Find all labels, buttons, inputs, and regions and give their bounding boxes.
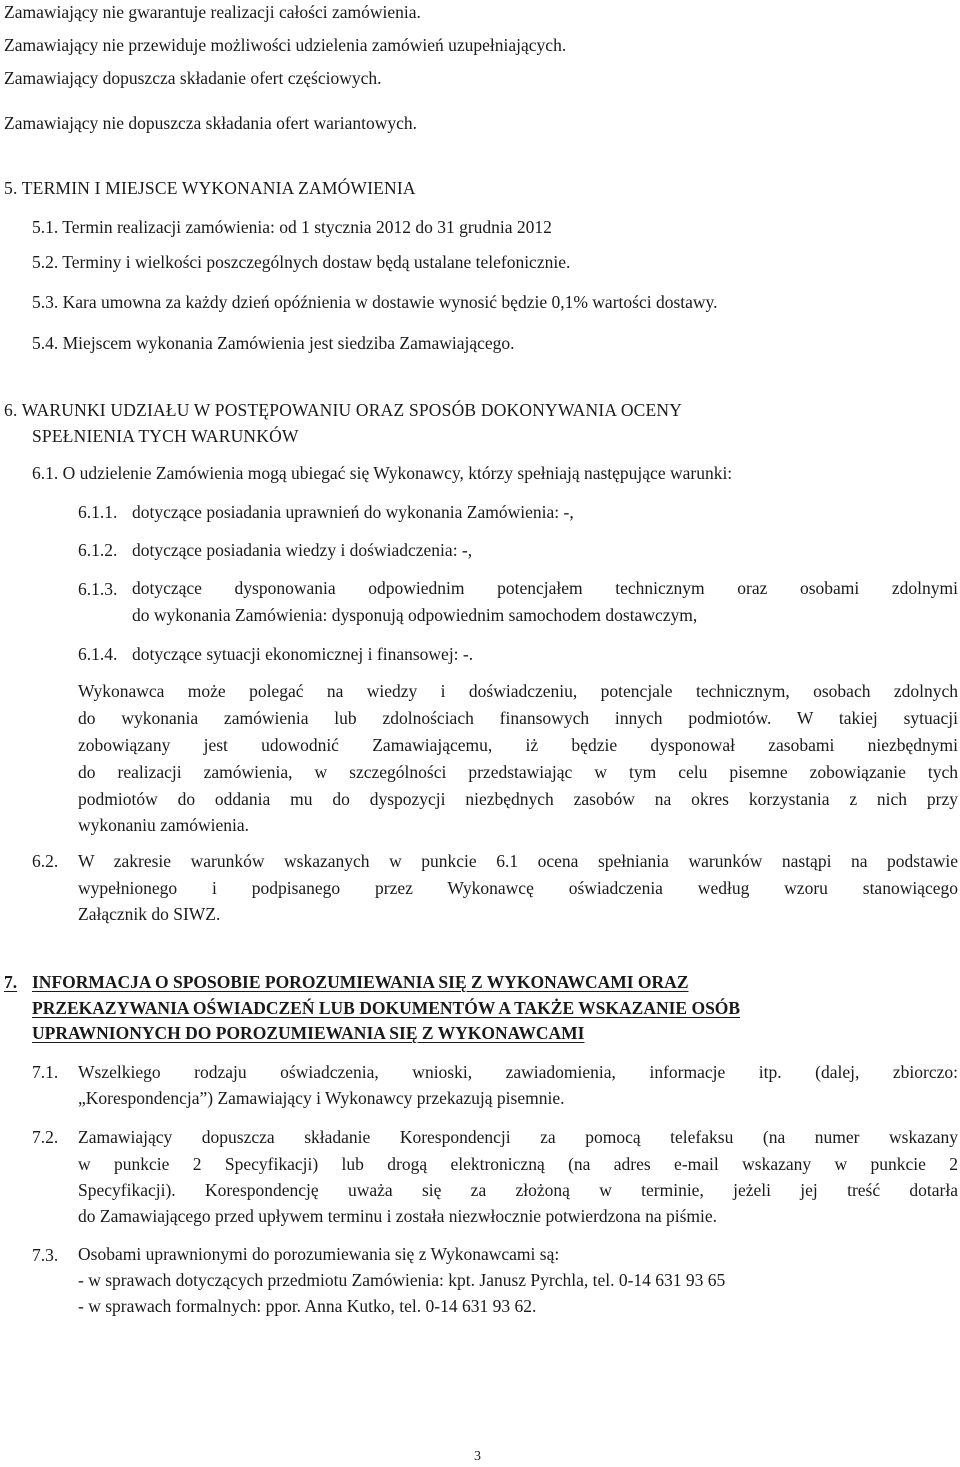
paragraph-line: Zamawiający dopuszcza składanie Korespondencji za pomocą telefaksu (na numer wskazany (78, 1127, 958, 1147)
intro-line: Zamawiający nie dopuszcza składania ofert wariantowych. (4, 113, 418, 133)
paragraph-line: podmiotów do oddania mu do dyspozycji niezbędnych zasobów na okres korzystania z nich przy (78, 789, 958, 809)
item-number: 7.2. (32, 1127, 59, 1147)
paragraph-line: Wszelkiego rodzaju oświadczenia, wnioski, zawiadomienia, informacje itp. (dalej, zbiorczo: (78, 1062, 958, 1082)
item-text: dotyczące dysponowania odpowiednim potencjałem technicznym oraz osobami zdolnymi (132, 578, 958, 598)
intro-line: Zamawiający dopuszcza składanie ofert częściowych. (4, 68, 382, 88)
item-text-cont: do wykonania Zamówienia: dysponują odpowiednim samochodem dostawczym, (132, 605, 698, 625)
paragraph-line: do wykonania zamówienia lub zdolnościach finansowych innych podmiotów. W takiej sytuacji (78, 708, 958, 728)
item-number: 6.1.1. (78, 502, 118, 522)
section-6-heading-cont: SPEŁNIENIA TYCH WARUNKÓW (32, 426, 299, 446)
paragraph-line: Wykonawca może polegać na wiedzy i doświadczeniu, potencjale technicznym, osobach zdolnych (78, 681, 958, 701)
contact-line: - w sprawach dotyczących przedmiotu Zamówienia: kpt. Janusz Pyrchla, tel. 0-14 631 93 65 (78, 1270, 726, 1290)
item-text: dotyczące posiadania wiedzy i doświadczenia: -, (132, 540, 473, 560)
section-6-heading: 6. WARUNKI UDZIAŁU W POSTĘPOWANIU ORAZ SPOSÓB DOKONYWANIA OCENY (4, 400, 683, 420)
paragraph-line: „Korespondencja”) Zamawiający i Wykonawcy przekazują pisemnie. (78, 1088, 565, 1108)
paragraph-line: do realizacji zamówienia, w szczególności przedstawiając w tym celu pisemne zobowiązanie tych (78, 762, 958, 782)
paragraph-line: zobowiązany jest udowodnić Zamawiającemu, iż będzie dysponował zasobami niezbędnymi (78, 735, 958, 755)
section-7-number: 7. (4, 972, 18, 992)
paragraph-line: W zakresie warunków wskazanych w punkcie 6.1 ocena spełniania warunków nastąpi na podstawie (78, 851, 958, 871)
section-7-heading: INFORMACJA O SPOSOBIE POROZUMIEWANIA SIĘ Z WYKONAWCAMI ORAZ (32, 972, 689, 992)
section-7-heading: UPRAWNIONYCH DO POROZUMIEWANIA SIĘ Z WYKONAWCAMI (32, 1023, 585, 1043)
section-5-item: 5.2. Terminy i wielkości poszczególnych dostaw będą ustalane telefonicznie. (32, 252, 571, 272)
paragraph-line: w punkcie 2 Specyfikacji) lub drogą elektroniczną (na adres e-mail wskazany w punkcie 2 (78, 1154, 958, 1174)
item-number: 7.3. (32, 1245, 59, 1265)
item-number: 6.1.4. (78, 644, 118, 664)
section-5-item: 5.3. Kara umowna za każdy dzień opóźnienia w dostawie wynosić będzie 0,1% wartości dostawy. (32, 292, 718, 312)
section-5-item: 5.4. Miejscem wykonania Zamówienia jest siedziba Zamawiającego. (32, 333, 515, 353)
section-7-heading: PRZEKAZYWANIA OŚWIADCZEŃ LUB DOKUMENTÓW A TAKŻE WSKAZANIE OSÓB (32, 998, 741, 1018)
intro-line: Zamawiający nie gwarantuje realizacji całości zamówienia. (4, 2, 421, 22)
paragraph-line: Załącznik do SIWZ. (78, 904, 221, 924)
item-number: 6.2. (32, 851, 59, 871)
intro-line: Zamawiający nie przewiduje możliwości udzielenia zamówień uzupełniających. (4, 35, 567, 55)
section-5-heading: 5. TERMIN I MIEJSCE WYKONANIA ZAMÓWIENIA (4, 178, 416, 198)
section-5-item: 5.1. Termin realizacji zamówienia: od 1 stycznia 2012 do 31 grudnia 2012 (32, 217, 552, 237)
paragraph-line: do Zamawiającego przed upływem terminu i została niezwłocznie potwierdzona na piśmie. (78, 1206, 717, 1226)
paragraph-line: wykonaniu zamówienia. (78, 815, 250, 835)
contact-line: - w sprawach formalnych: ppor. Anna Kutko, tel. 0-14 631 93 62. (78, 1296, 537, 1316)
item-text: dotyczące sytuacji ekonomicznej i finansowej: -. (132, 644, 474, 664)
item-number: 7.1. (32, 1062, 59, 1082)
paragraph-line: Specyfikacji). Korespondencję uważa się za złożoną w terminie, jeżeli jej treść dotarła (78, 1180, 958, 1200)
item-number: 6.1.2. (78, 540, 118, 560)
paragraph-line: wypełnionego i podpisanego przez Wykonawcę oświadczenia według wzoru stanowiącego (78, 878, 958, 898)
item-6-1: 6.1. O udzielenie Zamówienia mogą ubiegać się Wykonawcy, którzy spełniają następujące warunki: (32, 463, 733, 483)
item-text: dotyczące posiadania uprawnień do wykonania Zamówienia: -, (132, 502, 574, 522)
page-number: 3 (474, 1449, 481, 1464)
paragraph-line: Osobami uprawnionymi do porozumiewania się z Wykonawcami są: (78, 1244, 560, 1264)
item-number: 6.1.3. (78, 579, 118, 599)
